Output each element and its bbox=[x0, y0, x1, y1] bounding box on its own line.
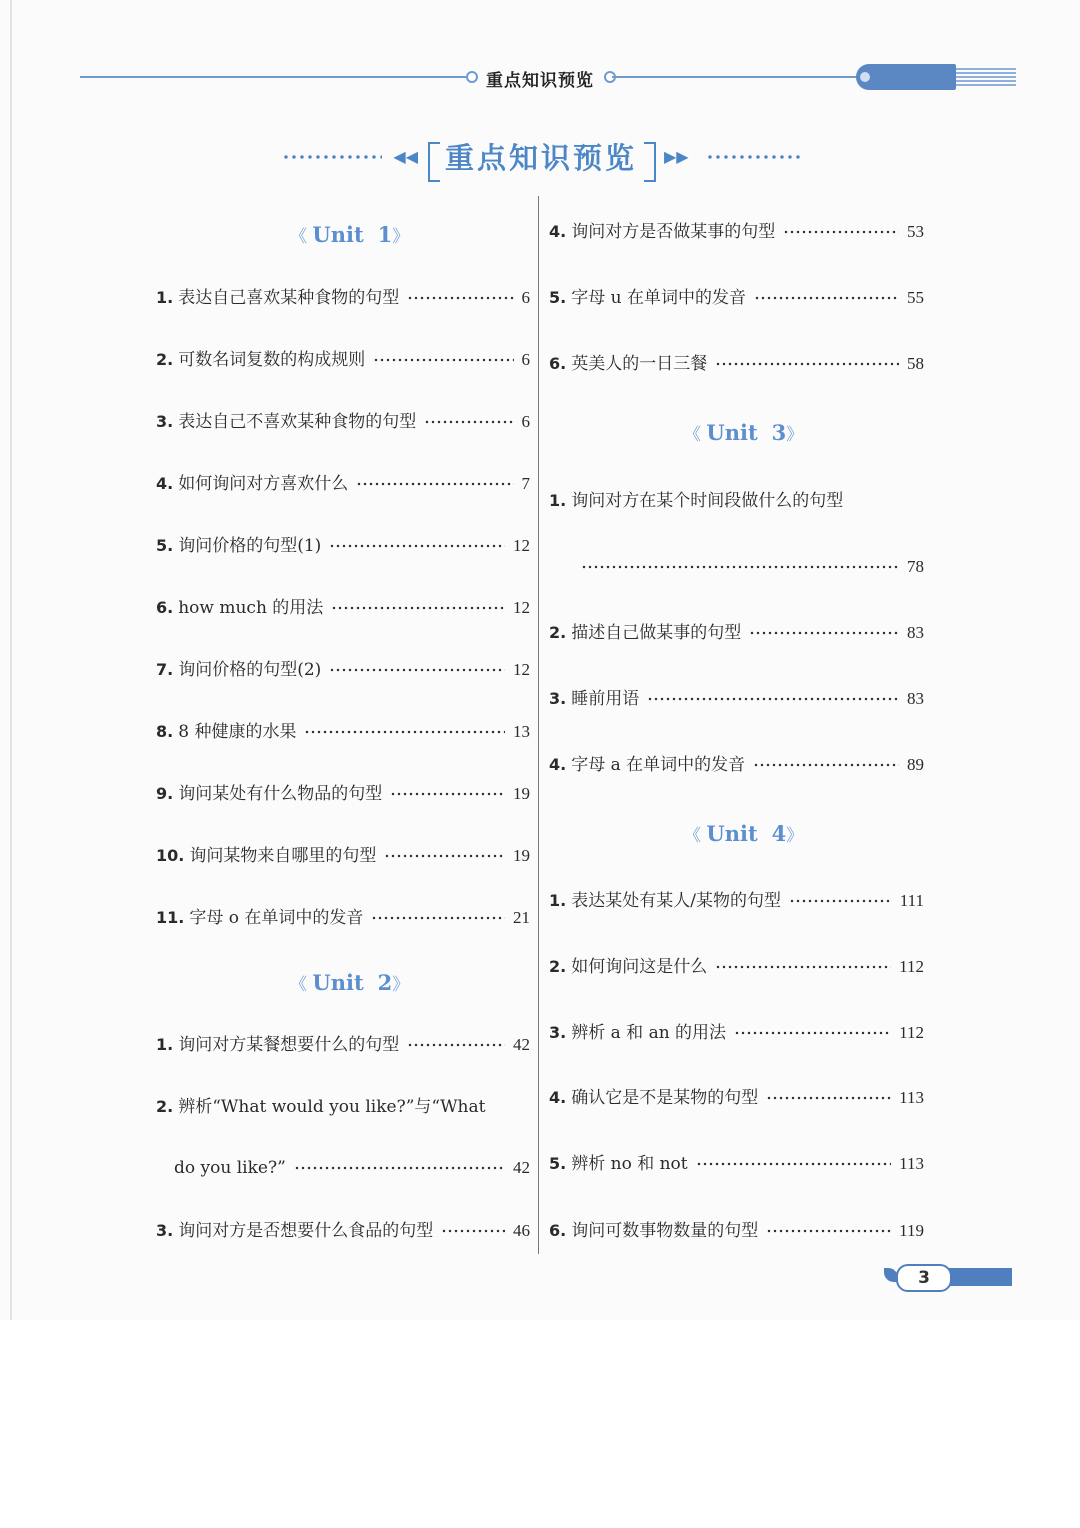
unit-number: 3 bbox=[771, 420, 787, 445]
toc-entry-number: 1. bbox=[156, 1035, 174, 1054]
dot-leader bbox=[696, 1162, 891, 1166]
toc-entry-page: 6 bbox=[521, 412, 530, 431]
toc-entry[interactable] bbox=[174, 1155, 530, 1181]
dot-leader bbox=[441, 1229, 505, 1233]
toc-entry-page: 42 bbox=[513, 1158, 530, 1177]
toc-entry[interactable] bbox=[549, 285, 924, 311]
toc-entry-number: 6. bbox=[156, 598, 174, 617]
title-dots-right bbox=[706, 154, 802, 160]
toc-entry-number: 3. bbox=[156, 412, 174, 431]
toc-entry-number: 5. bbox=[549, 288, 567, 307]
toc-entry-page: 112 bbox=[899, 957, 924, 976]
toc-entry[interactable] bbox=[156, 781, 530, 807]
toc-entry-page: 58 bbox=[907, 354, 924, 373]
dot-leader bbox=[734, 1031, 891, 1035]
header-accent-bar bbox=[856, 64, 956, 90]
toc-entry-title: 询问价格的句型(1) bbox=[178, 536, 322, 556]
chevron-right-icon: 》 bbox=[786, 826, 804, 846]
toc-entry-page: 112 bbox=[899, 1023, 924, 1042]
toc-entry[interactable] bbox=[156, 347, 530, 373]
toc-entry-number: 6. bbox=[549, 1221, 567, 1240]
chevron-left-icon: 《 bbox=[290, 227, 313, 247]
toc-entry[interactable] bbox=[156, 471, 530, 497]
toc-entry-number: 9. bbox=[156, 784, 174, 803]
unit-number: 4 bbox=[771, 821, 787, 846]
toc-entry-number: 10. bbox=[156, 846, 185, 865]
toc-entry-title: 辨析“What would you like?”与“What bbox=[178, 1097, 486, 1117]
toc-entry-number: 2. bbox=[549, 957, 567, 976]
toc-entry-title: 字母 a 在单词中的发音 bbox=[571, 755, 746, 775]
toc-entry-title: 辨析 a 和 an 的用法 bbox=[571, 1023, 727, 1043]
dot-leader bbox=[715, 362, 899, 366]
toc-entry-page: 12 bbox=[513, 536, 530, 555]
toc-entry[interactable] bbox=[549, 351, 924, 377]
toc-entry-page: 113 bbox=[899, 1154, 924, 1173]
toc-entry-page: 19 bbox=[513, 846, 530, 865]
header-stripes bbox=[956, 68, 1016, 86]
toc-entry[interactable] bbox=[156, 595, 530, 621]
dot-leader bbox=[749, 631, 899, 635]
dot-leader bbox=[371, 916, 505, 920]
toc-entry[interactable] bbox=[549, 686, 924, 712]
toc-entry-title: 辨析 no 和 not bbox=[571, 1154, 688, 1174]
toc-entry-page: 113 bbox=[899, 1088, 924, 1107]
toc-entry-page: 89 bbox=[907, 755, 924, 774]
dot-leader bbox=[304, 730, 505, 734]
toc-entry-page: 46 bbox=[513, 1221, 530, 1240]
toc-entry-page: 42 bbox=[513, 1035, 530, 1054]
toc-entry-number: 1. bbox=[156, 288, 174, 307]
unit-label: Unit bbox=[706, 821, 758, 846]
dot-leader bbox=[424, 420, 513, 424]
toc-entry-page: 12 bbox=[513, 660, 530, 679]
toc-entry-page: 83 bbox=[907, 623, 924, 642]
dot-leader bbox=[373, 358, 513, 362]
chevron-left-icon: 《 bbox=[684, 826, 707, 846]
toc-entry[interactable] bbox=[549, 954, 924, 980]
unit-number: 2 bbox=[377, 970, 393, 995]
toc-entry[interactable] bbox=[573, 554, 924, 580]
unit-heading bbox=[684, 420, 803, 445]
toc-entry[interactable] bbox=[549, 488, 924, 514]
toc-entry[interactable] bbox=[156, 905, 530, 931]
toc-entry-title: 询问可数事物数量的句型 bbox=[571, 1221, 759, 1241]
toc-entry[interactable] bbox=[156, 1094, 530, 1120]
unit-label: Unit bbox=[312, 970, 364, 995]
toc-entry-title: 表达某处有某人/某物的句型 bbox=[571, 891, 781, 911]
toc-entry-title: 询问对方是否想要什么食品的句型 bbox=[178, 1221, 434, 1241]
dot-leader bbox=[789, 899, 892, 903]
toc-entry-number: 1. bbox=[549, 891, 567, 910]
header-rule-right bbox=[612, 76, 862, 78]
page-edge bbox=[10, 0, 12, 1320]
toc-entry-title: 8 种健康的水果 bbox=[178, 722, 297, 742]
toc-entry[interactable] bbox=[156, 409, 530, 435]
dot-leader bbox=[647, 697, 899, 701]
dot-leader bbox=[766, 1096, 891, 1100]
toc-entry-page: 6 bbox=[521, 350, 530, 369]
toc-entry[interactable] bbox=[549, 219, 924, 245]
dot-leader bbox=[331, 606, 505, 610]
toc-entry-number: 3. bbox=[549, 1023, 567, 1042]
toc-entry-number: 4. bbox=[549, 755, 567, 774]
page-number: 3 bbox=[896, 1264, 952, 1292]
toc-entry-page: 21 bbox=[513, 908, 530, 927]
toc-entry-page: 6 bbox=[521, 288, 530, 307]
toc-entry-title: 表达自己不喜欢某种食物的句型 bbox=[178, 412, 417, 432]
dot-leader bbox=[329, 544, 505, 548]
toc-entry-number: 3. bbox=[156, 1221, 174, 1240]
toc-entry-number: 2. bbox=[549, 623, 567, 642]
dot-leader bbox=[294, 1166, 505, 1170]
dot-leader bbox=[715, 965, 891, 969]
dot-leader bbox=[753, 763, 899, 767]
chevron-right-icon: 》 bbox=[392, 975, 410, 995]
toc-entry-page: 111 bbox=[899, 891, 924, 910]
dot-leader bbox=[407, 296, 513, 300]
toc-entry[interactable] bbox=[156, 657, 530, 683]
unit-heading bbox=[290, 970, 409, 995]
title-dots-left bbox=[282, 154, 382, 160]
dot-leader bbox=[356, 482, 513, 486]
toc-entry-title: 询问对方某餐想要什么的句型 bbox=[178, 1035, 400, 1055]
unit-number: 1 bbox=[377, 222, 393, 247]
toc-entry-title: 睡前用语 bbox=[571, 689, 640, 709]
chevron-left-icon: 《 bbox=[684, 425, 707, 445]
toc-entry-page: 55 bbox=[907, 288, 924, 307]
toc-entry-page: 53 bbox=[907, 222, 924, 241]
dot-leader bbox=[783, 230, 899, 234]
chevron-left-icon: 《 bbox=[290, 975, 313, 995]
header-accent-dot bbox=[860, 72, 870, 82]
toc-entry-title: how much 的用法 bbox=[178, 598, 324, 618]
toc-entry[interactable] bbox=[156, 843, 530, 869]
toc-entry-title: 表达自己喜欢某种食物的句型 bbox=[178, 288, 400, 308]
toc-entry-title: 询问某物来自哪里的句型 bbox=[189, 846, 377, 866]
toc-entry-number: 4. bbox=[549, 1088, 567, 1107]
unit-label: Unit bbox=[312, 222, 364, 247]
toc-entry-title: do you like?” bbox=[174, 1158, 286, 1178]
toc-entry-number: 1. bbox=[549, 491, 567, 510]
toc-entry-title: 询问对方在某个时间段做什么的句型 bbox=[571, 491, 844, 511]
header-rule-left bbox=[80, 76, 470, 78]
toc-entry-number: 5. bbox=[549, 1154, 567, 1173]
toc-entry[interactable] bbox=[549, 1151, 924, 1177]
toc-entry-title: 字母 u 在单词中的发音 bbox=[571, 288, 746, 308]
dot-leader bbox=[766, 1229, 891, 1233]
dot-leader bbox=[329, 668, 505, 672]
toc-entry[interactable] bbox=[549, 620, 924, 646]
dot-leader bbox=[754, 296, 899, 300]
toc-entry-page: 13 bbox=[513, 722, 530, 741]
toc-entry[interactable] bbox=[156, 533, 530, 559]
dot-leader bbox=[384, 854, 505, 858]
chevron-right-icon: 》 bbox=[392, 227, 410, 247]
page-title: 重点知识预览 bbox=[444, 141, 637, 175]
toc-entry-page: 19 bbox=[513, 784, 530, 803]
title-swoosh-right-icon: ▶▶ bbox=[664, 147, 689, 166]
toc-entry[interactable] bbox=[549, 752, 924, 778]
toc-entry-number: 8. bbox=[156, 722, 174, 741]
toc-entry-number: 2. bbox=[156, 350, 174, 369]
toc-entry-title: 字母 o 在单词中的发音 bbox=[189, 908, 364, 928]
toc-entry[interactable] bbox=[549, 1085, 924, 1111]
toc-entry-page: 119 bbox=[899, 1221, 924, 1240]
dot-leader bbox=[390, 792, 505, 796]
toc-entry-title: 确认它是不是某物的句型 bbox=[571, 1088, 759, 1108]
toc-entry-number: 4. bbox=[156, 474, 174, 493]
header-rule-dot-left bbox=[466, 71, 478, 83]
toc-entry-number: 4. bbox=[549, 222, 567, 241]
toc-entry-number: 5. bbox=[156, 536, 174, 555]
title-bracket-right bbox=[644, 142, 656, 182]
toc-entry-title: 如何询问对方喜欢什么 bbox=[178, 474, 349, 494]
toc-entry[interactable] bbox=[156, 285, 530, 311]
toc-entry-number: 11. bbox=[156, 908, 185, 927]
toc-entry-title: 询问价格的句型(2) bbox=[178, 660, 322, 680]
toc-entry[interactable] bbox=[549, 1020, 924, 1046]
toc-entry-title: 英美人的一日三餐 bbox=[571, 354, 708, 374]
unit-label: Unit bbox=[706, 420, 758, 445]
toc-entry-number: 2. bbox=[156, 1097, 174, 1116]
toc-entry[interactable] bbox=[549, 1218, 924, 1244]
toc-entry-title: 如何询问这是什么 bbox=[571, 957, 708, 977]
dot-leader bbox=[581, 565, 899, 569]
toc-entry[interactable] bbox=[156, 719, 530, 745]
toc-entry-title: 描述自己做某事的句型 bbox=[571, 623, 742, 643]
toc-entry-title: 询问对方是否做某事的句型 bbox=[571, 222, 776, 242]
dot-leader bbox=[407, 1043, 505, 1047]
toc-entry-number: 7. bbox=[156, 660, 174, 679]
unit-heading bbox=[290, 222, 409, 247]
toc-entry-title: 询问某处有什么物品的句型 bbox=[178, 784, 383, 804]
toc-entry[interactable] bbox=[549, 888, 924, 914]
running-header-title: 重点知识预览 bbox=[486, 71, 594, 91]
chevron-right-icon: 》 bbox=[786, 425, 804, 445]
toc-entry-number: 3. bbox=[549, 689, 567, 708]
toc-entry-number: 6. bbox=[549, 354, 567, 373]
toc-entry-page: 7 bbox=[521, 474, 530, 493]
toc-entry-page: 83 bbox=[907, 689, 924, 708]
toc-entry-page: 78 bbox=[907, 557, 924, 576]
column-divider bbox=[538, 196, 539, 1254]
unit-heading bbox=[684, 821, 803, 846]
title-swoosh-left-icon: ◀◀ bbox=[393, 147, 418, 166]
toc-entry-page: 12 bbox=[513, 598, 530, 617]
toc-entry[interactable] bbox=[156, 1218, 530, 1244]
toc-entry-title: 可数名词复数的构成规则 bbox=[178, 350, 366, 370]
toc-entry[interactable] bbox=[156, 1032, 530, 1058]
